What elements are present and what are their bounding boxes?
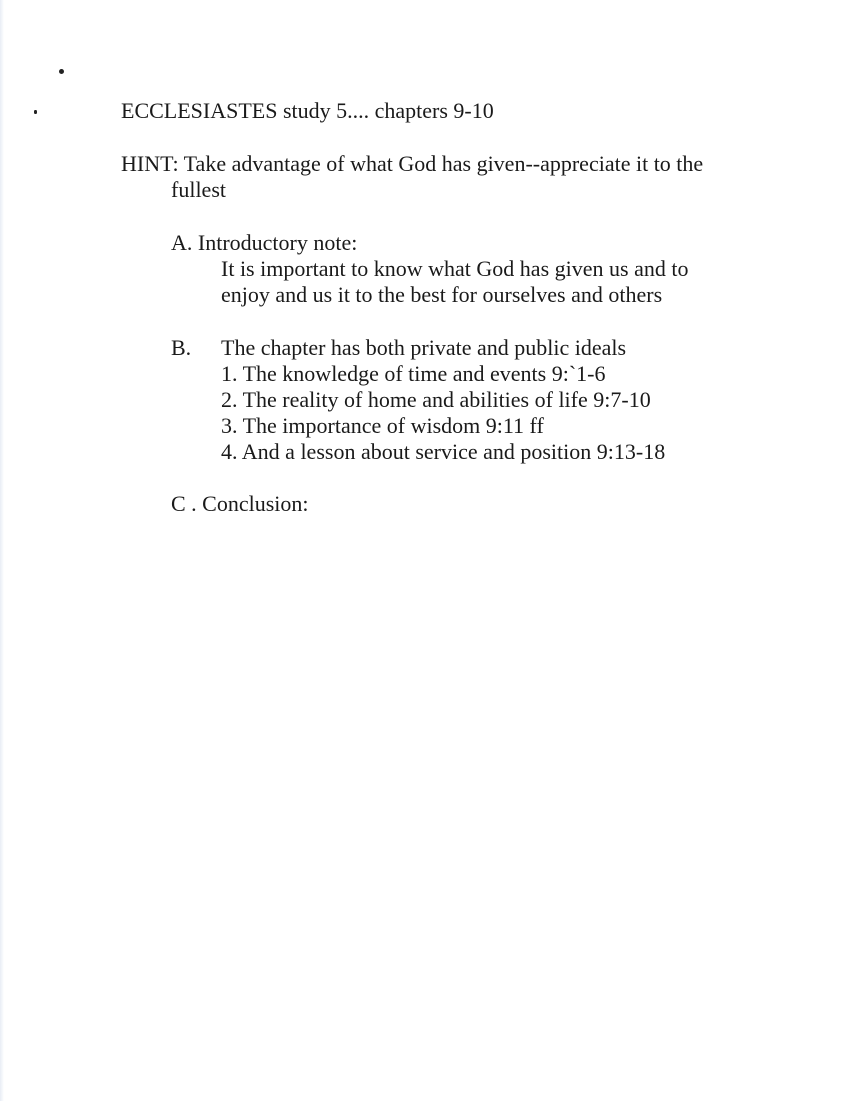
section-a-text-line-2: enjoy and us it to the best for ourselves and others — [221, 282, 663, 307]
hint-line-1: HINT: Take advantage of what God has given--appreciate it to the — [121, 151, 704, 176]
scan-speck — [59, 69, 64, 74]
section-a-heading: A. Introductory note: — [171, 230, 358, 255]
section-b-letter: B. — [171, 335, 192, 360]
section-a-text-line-1: It is important to know what God has given us and to — [221, 256, 689, 281]
section-b-heading: The chapter has both private and public ideals — [221, 335, 627, 360]
section-b-list-item: 1. The knowledge of time and events 9:`1-6 — [221, 361, 606, 386]
section-b-list-item: 2. The reality of home and abilities of life 9:7-10 — [221, 387, 651, 412]
scan-edge — [0, 0, 4, 1101]
document-title: ECCLESIASTES study 5.... chapters 9-10 — [121, 98, 494, 123]
hint-line-2: fullest — [171, 177, 226, 202]
section-b-list-item: 4. And a lesson about service and position 9:13-18 — [221, 439, 666, 464]
section-b-list-item: 3. The importance of wisdom 9:11 ff — [221, 413, 544, 438]
scan-speck — [34, 110, 37, 114]
section-c-heading: C . Conclusion: — [171, 491, 309, 516]
